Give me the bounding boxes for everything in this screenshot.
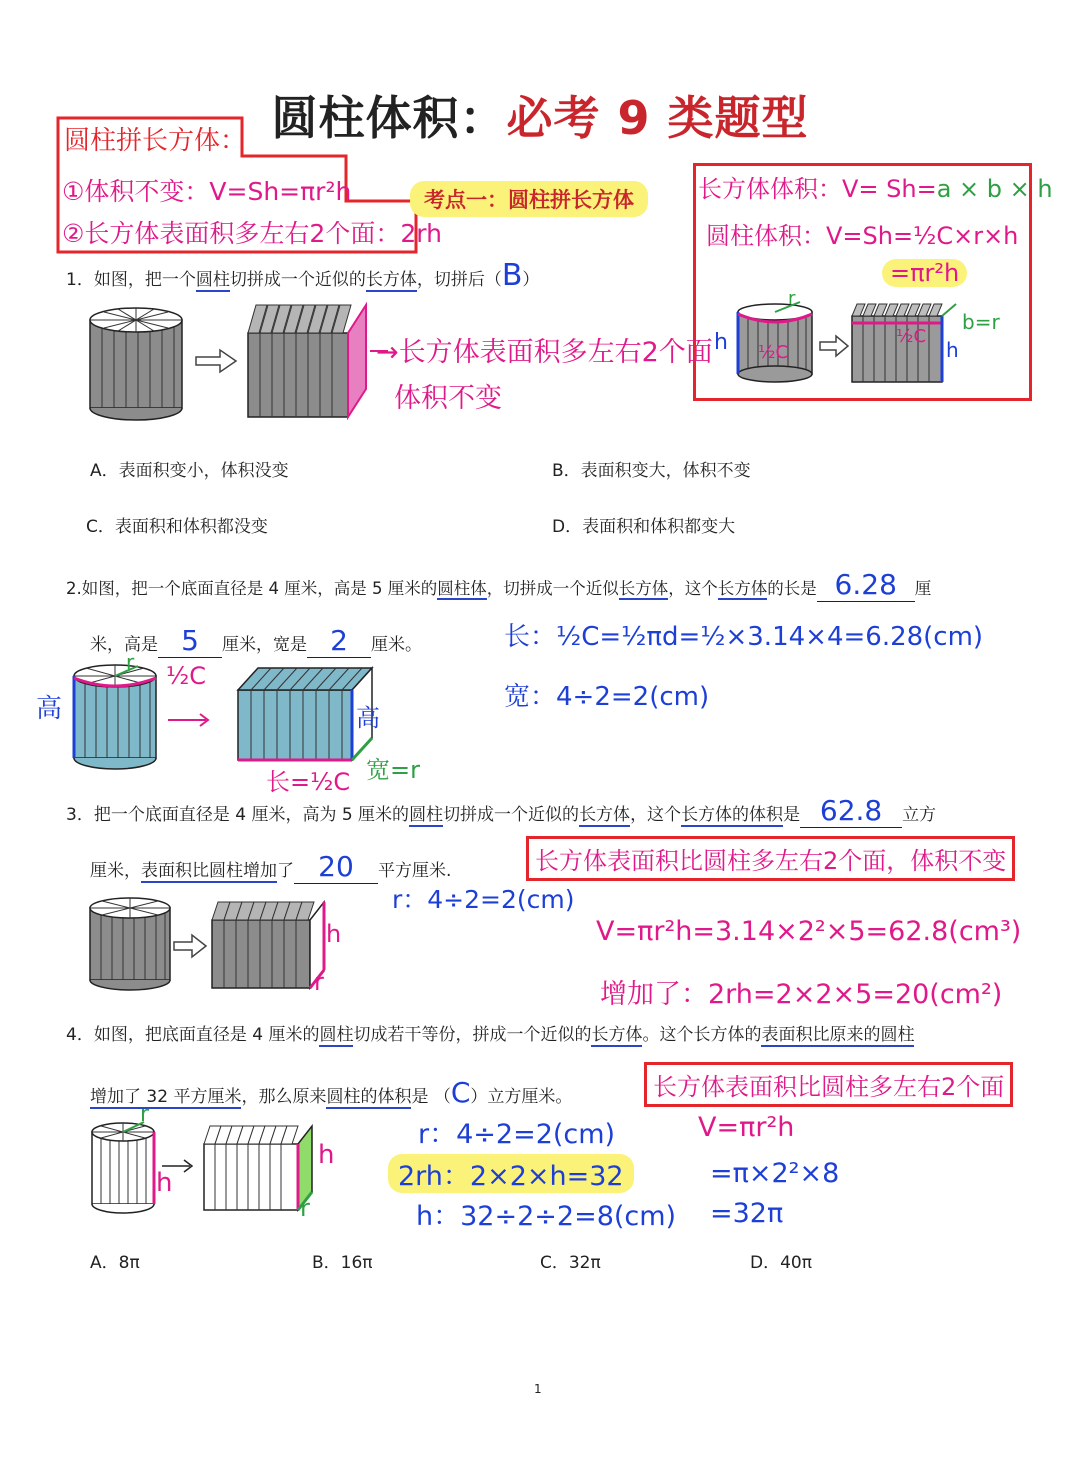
q1-u2: 长方体 [365,270,417,290]
q4-cylinder [92,1122,154,1213]
right-box-line1 [698,169,1053,204]
q2-fig-halfc: ½C [166,662,207,690]
q2-mid3: 的长是 [767,579,817,598]
q3-cylinder [90,898,170,990]
q3-work-v: V=πr²h=3.14×2²×5=62.8(cm³) [596,916,1022,947]
q1-figure [80,295,390,435]
q4-line1 [66,1020,914,1045]
q2-work1: 长：½C=½πd=½×3.14×4=6.28(cm) [504,622,984,652]
right-line1-vars: a × b × h [936,175,1053,203]
q4-mid2: 。这个长方体的 [642,1025,762,1045]
q3-answer-surface[interactable]: 20 [294,850,378,884]
q4-fig-r: r [140,1102,150,1127]
q3-pre: 3．把一个底面直径是 4 厘米，高为 5 厘米的 [66,805,410,825]
q3-cuboid [212,902,324,988]
q4-work6: =32π [710,1198,784,1229]
right-line1-text: 长方体体积：V= Sh= [698,175,937,203]
q4-u1: 圆柱 [319,1025,354,1045]
q4-l2a: ，那么原来 [241,1087,327,1107]
q3-u3: 长方体的体积 [681,805,784,825]
q4-answer: C [450,1076,471,1109]
q1-note1: →长方体表面积多左右2个面 [376,337,713,368]
q3-work-r: r：4÷2=2(cm) [392,885,575,914]
left-box-heading: 圆柱拼长方体： [64,126,247,156]
q2-line1 [66,568,931,602]
q3-u4: 表面积比圆柱增加 [141,861,277,881]
small-arrow-icon [820,336,848,356]
q1-pre: 1．如图，把一个 [66,270,196,290]
title-main: 圆柱体积： [271,91,507,145]
right-fig-b: b=r [962,310,1000,334]
right-box-line3: =πr²h [882,259,967,287]
right-fig-halfc-right: ½C [896,326,927,347]
q2-mid: ，切拼成一个近似 [486,579,619,598]
q4-fig-r2: r [300,1194,310,1222]
q2-u2: 长方体 [618,579,669,598]
q2-mid2: ，这个 [668,579,718,598]
q4-option-c[interactable]: C．32π [540,1253,601,1273]
q2-l2a: 米，高是 [90,635,158,655]
q3-boxnote: 长方体表面积比圆柱多左右2个面，体积不变 [526,836,1015,881]
left-box-line1: ①体积不变：V=Sh=πr²h [62,177,352,206]
q1-mid1: 切拼成一个近似的 [229,270,366,290]
q4-work2: 2rh：2×2×h=32 [388,1154,634,1193]
q1-option-d[interactable]: D．表面积和体积都变大 [552,517,736,537]
q4-option-d[interactable]: D．40π [750,1253,812,1273]
q4-line2 [90,1076,572,1109]
q3-l2c: 平方厘米. [378,861,452,881]
q3-mid: 切拼成一个近似的 [443,805,580,825]
kaodian-label: 考点一：圆柱拼长方体 [410,181,648,217]
q4-u4: 圆柱的体积 [326,1087,412,1107]
right-fig-h-right: h [946,338,959,362]
right-box-figure [700,290,1020,390]
q4-option-a[interactable]: A．8π [90,1253,140,1273]
q4-work5: =π×2²×8 [710,1158,840,1189]
q3-fig-r: r [314,968,324,996]
q1-option-b[interactable]: B．表面积变大，体积不变 [552,461,751,481]
q2-fig-kuan: 宽=r [366,756,420,784]
q2-answer-width[interactable]: 2 [307,624,371,658]
q3-line1 [66,794,936,828]
q2-pre: 2.如图，把一个底面直径是 4 厘米，高是 5 厘米的 [66,579,438,598]
q1-option-c[interactable]: C．表面积和体积都没变 [86,517,268,537]
q4-l2c: ）立方厘米。 [470,1087,573,1107]
q1-u1: 圆柱 [195,270,230,290]
q4-mid: 切成若干等份，拼成一个近似的 [353,1025,592,1045]
q2-u3: 长方体 [717,579,768,598]
q4-fig-h-left: h [156,1168,173,1198]
q2-arrow-icon [168,714,208,726]
left-box-line2: ②长方体表面积多左右2个面：2rh [62,219,442,248]
q1-cylinder [90,308,182,420]
q3-arrow-icon [174,935,206,957]
q3-u1: 圆柱 [409,805,444,825]
q4-fig-h-right: h [318,1140,335,1170]
q4-cuboid [204,1126,312,1210]
q3-end: 立方 [902,805,937,825]
q1-cuboid [248,305,388,417]
q1-note2: 体积不变 [394,383,502,414]
title-accent: 必考 9 类题型 [506,91,809,145]
right-fig-r: r [788,288,796,309]
q4-boxnote: 长方体表面积比圆柱多左右2个面 [644,1062,1013,1107]
q3-answer-volume[interactable]: 62.8 [800,794,902,828]
q4-u-increase: 增加了 32 平方厘米 [90,1087,242,1107]
q2-l2c: 厘米。 [371,635,422,655]
q4-u2: 长方体 [591,1025,643,1045]
q2-fig-gao-left: 高 [36,694,63,724]
q3-mid3: 是 [783,805,801,825]
q2-cylinder [74,665,156,769]
q2-work2: 宽：4÷2=2(cm) [504,682,710,712]
q2-l2b: 厘米，宽是 [222,635,307,655]
q2-cuboid [238,668,372,760]
q4-option-b[interactable]: B．16π [312,1253,373,1273]
q4-work3: h：32÷2÷2=8(cm) [416,1201,677,1232]
q1-mid2: ，切拼后（ [416,270,502,290]
q1-post: ） [522,270,540,290]
q3-figure [80,890,350,1000]
q3-l2b: 了 [277,861,294,881]
right-fig-halfc-left: ½C [758,342,789,363]
q2-fig-r: r [126,650,135,674]
q4-pre: 4．如图，把底面直径是 4 厘米的 [66,1025,320,1045]
q1-arrow-icon [196,350,236,372]
q4-l2b: 是 （ [411,1087,451,1107]
q4-work4: V=πr²h [698,1112,795,1143]
q3-l2a: 厘米， [90,861,141,881]
q3-line2 [90,850,451,884]
right-fig-h-left: h [714,330,728,355]
q4-work1: r：4÷2=2(cm) [418,1119,616,1150]
q3-u2: 长方体 [579,805,631,825]
q2-u1: 圆柱体 [437,579,487,598]
q2-answer-length[interactable]: 6.28 [817,568,915,602]
q3-mid2: ，这个 [630,805,682,825]
q2-fig-chang: 长=½C [266,768,351,796]
q3-work-s: 增加了：2rh=2×2×5=20(cm²) [600,979,1003,1010]
q1-answer: B [501,258,523,293]
q2-end: 厘 [914,579,932,598]
q2-answer-height[interactable]: 5 [158,624,222,658]
q2-fig-gao-right: 高 [356,704,380,732]
q1-stem [66,258,539,293]
q1-option-a[interactable]: A．表面积变小，体积没变 [90,461,289,481]
right-box-line2: 圆柱体积：V=Sh=½C×r×h [706,222,1019,250]
page-number: 1 [534,1382,542,1396]
q3-fig-h: h [326,920,342,948]
q4-u3: 表面积比原来的圆柱 [761,1025,915,1045]
